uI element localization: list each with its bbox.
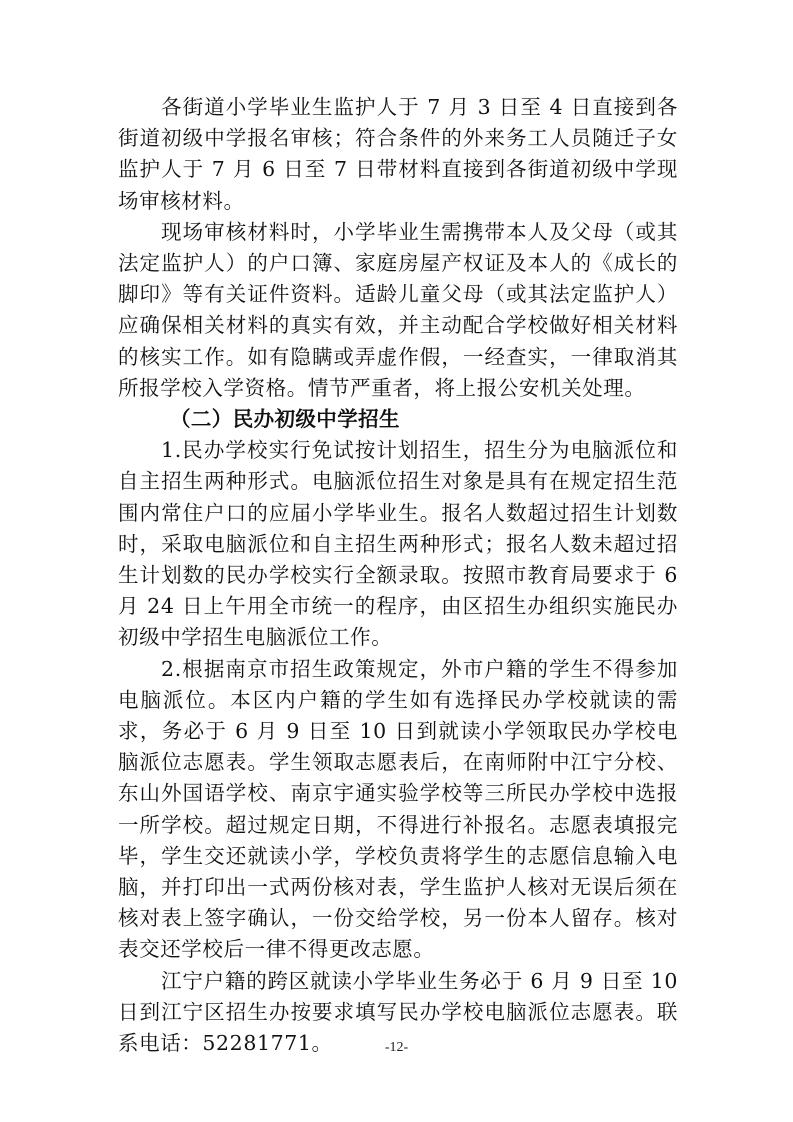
page-number: -12-	[384, 1040, 409, 1055]
section-heading-private-schools: （二）民办初级中学招生	[170, 407, 400, 432]
paragraph-computer-allocation: 1.民办学校实行免试按计划招生，招生分为电脑派位和自主招生两种形式。电脑派位招生对象是具有在规定招生范围内常住户口的应届小学毕业生。报名人数超过招生计划数时，采取电脑派位和自主招生两种形式；报名人数未超过招生计划数的民办学校实行全额录取。按照市教育局要求于 6 月 24 日上午用全市统一的程序，由区招生办组织实施民办初级中学招生电脑派位工作。	[118, 438, 678, 650]
paragraph-material-review: 现场审核材料时，小学毕业生需携带本人及父母（或其法定监护人）的户口簿、家庭房屋产权证及本人的《成长的脚印》等有关证件资料。适龄儿童父母（或其法定监护人）应确保相关材料的真实有效，并主动配合学校做好相关材料的核实工作。如有隐瞒或弄虚作假，一经查实，一律取消其所报学校入学资格。情节严重者，将上报公安机关处理。	[118, 219, 678, 400]
paragraph-registration-dates: 各街道小学毕业生监护人于 7 月 3 日至 4 日直接到各街道初级中学报名审核；符合条件的外来务工人员随迁子女监护人于 7 月 6 日至 7 日带材料直接到各街道初级中学现场审核材料。	[118, 95, 678, 213]
paragraph-household-policy: 2.根据南京市招生政策规定，外市户籍的学生不得参加电脑派位。本区内户籍的学生如有选择民办学校就读的需求，务必于 6 月 9 日至 10 日到就读小学领取民办学校电脑派位志愿表。学生领取志愿表后，在南师附中江宁分校、东山外国语学校、南京宇通实验学校等三所民办学校中选报一所学校。超过规定日期，不得进行补报名。志愿表填报完毕，学生交还就读小学，学校负责将学生的志愿信息输入电脑，并打印出一式两份核对表，学生监护人核对无误后须在核对表上签字确认，一份交给学校，另一份本人留存。核对表交还学校后一律不得更改志愿。	[118, 656, 678, 962]
document-body	[118, 92, 678, 1059]
paragraph-cross-district-contact: 江宁户籍的跨区就读小学毕业生务必于 6 月 9 日至 10 日到江宁区招生办按要求填写民办学校电脑派位志愿表。联系电话：52281771。	[118, 968, 678, 1056]
